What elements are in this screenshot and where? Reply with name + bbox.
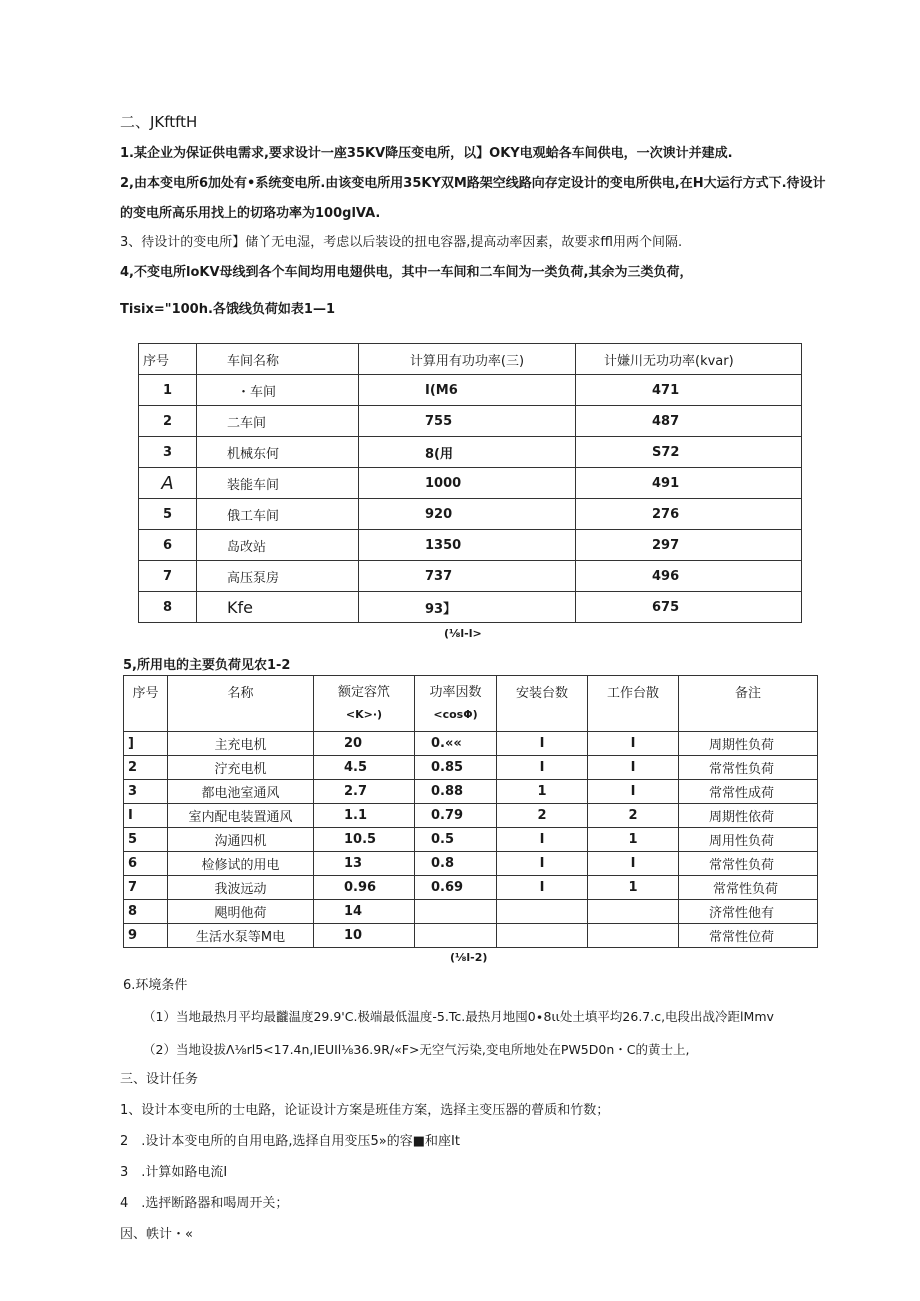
cell-working: I	[588, 780, 679, 804]
cell-capacity: 1.1	[314, 804, 415, 828]
cell-power-factor	[415, 900, 497, 924]
cell-name: 飓明他荷	[168, 900, 314, 924]
paragraph-1: 1.某企业为保证供电需求,要求设计一座35KV降压变电所，以】OKY电观蛤各车间供电，一次谀计并建成.	[120, 146, 733, 161]
header-cell: 计嫌川无功功率(kvar)	[576, 344, 802, 375]
cell-index: 3	[139, 437, 197, 468]
environment-line-1: （1）当地最热月平均最龖温度29.9'C.极端最低温度-5.Tc.最热月地囤0∙8ιι处土填平均26.7.c,电段出战冷距lMmv	[143, 1009, 774, 1024]
table-row	[124, 780, 818, 804]
cell-remark: 常常性负荷	[679, 852, 818, 876]
task-3: 3 .计算如路电流I	[120, 1165, 228, 1180]
cell-index: 5	[124, 828, 168, 852]
cell-installed: I	[497, 732, 588, 756]
cell-remark: 周期性负荷	[679, 732, 818, 756]
table-row	[124, 876, 818, 900]
load-table-1	[138, 343, 802, 623]
header-cell: 车间名称	[197, 344, 359, 375]
cell-reactive-power: S72	[576, 437, 802, 468]
cell-index: 6	[139, 530, 197, 561]
cell-active-power: 8(用	[359, 437, 576, 468]
cell-name: 室内配电装置通风	[168, 804, 314, 828]
cell-reactive-power: 276	[576, 499, 802, 530]
table-row	[139, 468, 802, 499]
cell-remark: 周期性依荷	[679, 804, 818, 828]
cell-working: I	[588, 732, 679, 756]
cell-working: 1	[588, 876, 679, 900]
cell-installed: I	[497, 828, 588, 852]
paragraph-4: 4,不变电所loKV母线到各个车间均用电翅供电，其中一车间和二车间为一类负荷,其余为三类负荷，	[120, 265, 693, 280]
cell-name: 检修试的用电	[168, 852, 314, 876]
table-row	[139, 561, 802, 592]
cell-capacity: 4.5	[314, 756, 415, 780]
cell-name: 岛改站	[197, 530, 359, 561]
cell-index: 3	[124, 780, 168, 804]
cell-index: A	[139, 468, 197, 499]
paragraph-5: 5,所用电的主要负荷见农1-2	[123, 658, 291, 673]
cell-capacity: 13	[314, 852, 415, 876]
cell-power-factor: 0.5	[415, 828, 497, 852]
cell-remark: 常常性成荷	[679, 780, 818, 804]
cell-capacity: 2.7	[314, 780, 415, 804]
environment-line-2: （2）当地设拔Λ⅛rl5<17.4n,IEUIl⅛36.9R/«F>无空气污染,变电所地处在PW5D0n・C的黄士上,	[143, 1042, 690, 1057]
table-row	[124, 756, 818, 780]
cell-index: 5	[139, 499, 197, 530]
cell-index: I	[124, 804, 168, 828]
cell-index: 1	[139, 375, 197, 406]
cell-power-factor	[415, 924, 497, 948]
table-row	[139, 592, 802, 623]
cell-index: 8	[139, 592, 197, 623]
cell-reactive-power: 487	[576, 406, 802, 437]
cell-capacity: 14	[314, 900, 415, 924]
cell-capacity: 0.96	[314, 876, 415, 900]
section-2-title: 二、JKftftH	[120, 113, 198, 131]
table-row	[124, 852, 818, 876]
cell-name: 俄工车间	[197, 499, 359, 530]
table-row	[124, 804, 818, 828]
cell-power-factor: 0.««	[415, 732, 497, 756]
cell-active-power: 1350	[359, 530, 576, 561]
cell-name: 装能车间	[197, 468, 359, 499]
cell-reactive-power: 471	[576, 375, 802, 406]
cell-name: 我波远动	[168, 876, 314, 900]
cell-reactive-power: 675	[576, 592, 802, 623]
cell-active-power: 920	[359, 499, 576, 530]
cell-index: 7	[139, 561, 197, 592]
cell-active-power: 755	[359, 406, 576, 437]
cell-name: Kfe	[197, 592, 359, 623]
cell-installed	[497, 900, 588, 924]
table-row	[124, 828, 818, 852]
cell-power-factor: 0.85	[415, 756, 497, 780]
cell-power-factor: 0.8	[415, 852, 497, 876]
cell-working: I	[588, 756, 679, 780]
cell-remark: 常常性位荷	[679, 924, 818, 948]
header-cell: 序号	[139, 344, 197, 375]
header-cell: 额定容笊 <K>·)	[314, 676, 415, 732]
header-cell: 序号	[124, 676, 168, 732]
cell-index: ]	[124, 732, 168, 756]
cell-working: 2	[588, 804, 679, 828]
cell-name: 生活水泵等M电	[168, 924, 314, 948]
header-cell: 安装台数	[497, 676, 588, 732]
table-row	[124, 900, 818, 924]
table-1-caption: (⅛l-l>	[444, 627, 482, 640]
task-1: 1、设计本变电所的士电路，论证设计方案是班佳方案，选择主变压器的瞢质和竹数；	[120, 1103, 610, 1118]
cell-name: 主充电机	[168, 732, 314, 756]
cell-power-factor: 0.79	[415, 804, 497, 828]
cell-remark: 济常性他有	[679, 900, 818, 924]
cell-remark: 常常性负荷	[679, 876, 818, 900]
cell-installed: I	[497, 852, 588, 876]
cell-working: I	[588, 852, 679, 876]
cell-active-power: 93】	[359, 592, 576, 623]
table-row	[124, 732, 818, 756]
header-cell: 计算用有功功率(三)	[359, 344, 576, 375]
cell-index: 2	[124, 756, 168, 780]
cell-capacity: 10	[314, 924, 415, 948]
cell-name: 都电池室通风	[168, 780, 314, 804]
paragraph-2b: 的变电所高乐用找上的切珞功率为100glVA.	[120, 206, 381, 221]
table-header-row	[139, 344, 802, 375]
cell-name: ・车间	[197, 375, 359, 406]
cell-reactive-power: 297	[576, 530, 802, 561]
cell-name: 泞充电机	[168, 756, 314, 780]
cell-installed: I	[497, 756, 588, 780]
table-row	[139, 375, 802, 406]
cell-working	[588, 924, 679, 948]
cell-installed: 2	[497, 804, 588, 828]
cell-active-power: 737	[359, 561, 576, 592]
table-row	[139, 530, 802, 561]
cell-remark: 周用性负荷	[679, 828, 818, 852]
cell-working: 1	[588, 828, 679, 852]
cell-name: 机械东何	[197, 437, 359, 468]
cell-power-factor: 0.88	[415, 780, 497, 804]
cell-name: 沟通四机	[168, 828, 314, 852]
cell-capacity: 20	[314, 732, 415, 756]
table-row	[139, 437, 802, 468]
cell-index: 7	[124, 876, 168, 900]
paragraph-6: 6.环境条件	[123, 978, 188, 993]
cell-index: 6	[124, 852, 168, 876]
table-header-row	[124, 676, 818, 732]
table-row	[139, 406, 802, 437]
cell-remark: 常常性负荷	[679, 756, 818, 780]
section-4-title: 因、帙计・«	[120, 1227, 193, 1242]
header-cell: 备注	[679, 676, 818, 732]
cell-reactive-power: 496	[576, 561, 802, 592]
cell-reactive-power: 491	[576, 468, 802, 499]
table-row	[124, 924, 818, 948]
cell-power-factor: 0.69	[415, 876, 497, 900]
load-table-2	[123, 675, 818, 948]
cell-installed: 1	[497, 780, 588, 804]
paragraph-tisix: Tisix="100h.各饿线负荷如表1—1	[120, 302, 335, 317]
cell-index: 9	[124, 924, 168, 948]
table-row	[139, 499, 802, 530]
section-3-title: 三、设计任务	[120, 1072, 199, 1087]
cell-index: 2	[139, 406, 197, 437]
cell-installed	[497, 924, 588, 948]
header-cell: 工作台散	[588, 676, 679, 732]
task-4: 4 .选抨断路器和喝周开关；	[120, 1196, 289, 1211]
header-cell: 名称	[168, 676, 314, 732]
cell-active-power: I(M6	[359, 375, 576, 406]
cell-working	[588, 900, 679, 924]
cell-index: 8	[124, 900, 168, 924]
paragraph-2a: 2,由本变电所6加处有•系统变电所.由该变电所用35KY双M路架空线路向存定设计的变电所供电,在H大运行方式下.待设计	[120, 176, 826, 191]
table-2-caption: (⅛l-2)	[450, 951, 488, 964]
paragraph-3: 3、待设计的变电所】储丫无电湿，考虑以后装设的扭电容器,提高动率因素，故要求ffl用两个间隔.	[120, 235, 683, 250]
cell-installed: I	[497, 876, 588, 900]
cell-active-power: 1000	[359, 468, 576, 499]
cell-capacity: 10.5	[314, 828, 415, 852]
header-cell: 功率因数 <cosΦ)	[415, 676, 497, 732]
cell-name: 高压泵房	[197, 561, 359, 592]
cell-name: 二车间	[197, 406, 359, 437]
task-2: 2 .设计本变电所的自用电路,选择自用变压5»的容■和座It	[120, 1134, 460, 1149]
